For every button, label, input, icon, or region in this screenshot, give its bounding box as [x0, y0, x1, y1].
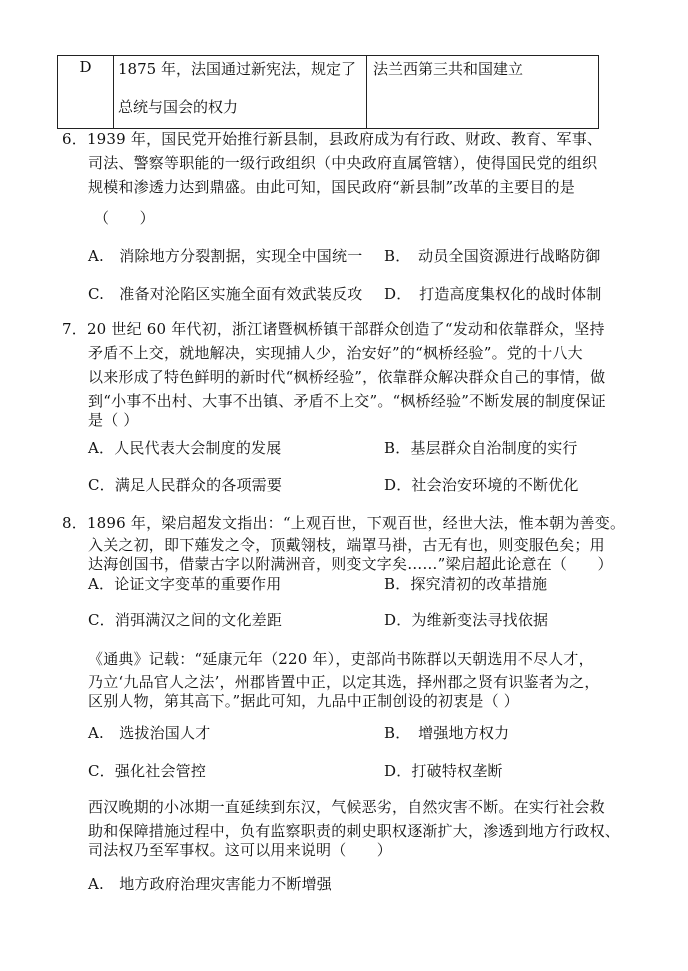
row-cause-line2: 总统与国会的权力 — [118, 98, 239, 116]
q9-option-b[interactable]: B． 增强地方权力 — [384, 724, 510, 742]
q8-line-3: 达海创国书，借蒙古字以附满洲音，则变文字矣……”梁启超此论意在（ ） — [88, 555, 613, 573]
table-row — [58, 56, 599, 129]
q9-option-a[interactable]: A. 选拔治国人才 — [88, 724, 211, 742]
q10-line-3: 司法权乃至军事权。这可以用来说明（ ） — [88, 841, 393, 859]
q9-line-3: 区别人物，第其高下。”据此可知，九品中正制创设的初衷是（ ） — [88, 692, 519, 710]
q10-line-1: 西汉晚期的小冰期一直延续到东汉，气候恶劣，自然灾害不断。在实行社会救 — [88, 798, 605, 816]
q6-option-d[interactable]: D． 打造高度集权化的战时体制 — [384, 285, 602, 303]
q6-line-2: 司法、警察等职能的一级行政组织（中央政府直属管辖），使得国民党的组织 — [88, 154, 598, 172]
q8-option-d[interactable]: D．为维新变法寻找依据 — [384, 611, 549, 629]
q8-option-a[interactable]: A．论证文字变革的重要作用 — [88, 575, 282, 593]
q8-option-b[interactable]: B．探究清初的改革措施 — [384, 575, 548, 593]
q6-option-c[interactable]: C. 准备对沦陷区实施全面有效武装反攻 — [88, 285, 363, 303]
q10-line-2: 助和保障措施过程中，负有监察职责的刺史职权逐渐扩大，渗透到地方行政权、 — [88, 822, 621, 840]
q7-line-5: 是（ ） — [88, 411, 139, 429]
q9-option-c[interactable]: C．强化社会管控 — [88, 762, 207, 780]
q7-option-b[interactable]: B．基层群众自治制度的实行 — [384, 439, 578, 457]
q6-line-4: （ ） — [94, 209, 155, 227]
row-cause — [114, 56, 367, 129]
q9-option-d[interactable]: D．打破特权垄断 — [384, 762, 503, 780]
q7-option-c[interactable]: C．满足人民群众的各项需要 — [88, 476, 283, 494]
row-result: 法兰西第三共和国建立 — [367, 56, 599, 129]
q6-option-b[interactable]: B． 动员全国资源进行战略防御 — [384, 247, 601, 265]
q8-line-2: 入关之初，即下薙发之令，顶戴翎枝，端罩马褂，古无有也，则变服色矣；用 — [88, 536, 605, 554]
q7-option-d[interactable]: D．社会治安环境的不断优化 — [384, 476, 579, 494]
q9-line-2: 乃立‘九品官人之法’，州郡皆置中正，以定其选，择州郡之贤有识鉴者为之， — [88, 673, 600, 691]
q8-line-1: 8．1896 年，梁启超发文指出：“上观百世，下观百世，经世大法，惟本朝为善变。 — [62, 514, 626, 532]
answer-table — [57, 55, 599, 129]
q6-line-1: 6．1939 年，国民党开始推行新县制，县政府成为有行政、财政、教育、军事、 — [62, 130, 603, 148]
q10-option-a[interactable]: A. 地方政府治理灾害能力不断增强 — [88, 875, 333, 893]
q9-line-1: 《通典》记载：“延康元年（220 年），吏部尚书陈群以天朝选用不尽人才， — [88, 650, 594, 668]
row-label: D — [58, 56, 114, 129]
q6-option-a[interactable]: A. 消除地方分裂割据，实现全中国统一 — [88, 247, 363, 265]
q6-line-3: 规模和渗透力达到鼎盛。由此可知，国民政府“新县制”改革的主要目的是 — [88, 178, 575, 196]
q7-line-2: 矛盾不上交，就地解决，实现捕人少，治安好”的“枫桥经验”。党的十八大 — [88, 344, 583, 362]
q7-line-4: 到“小事不出村、大事不出镇、矛盾不上交”。“枫桥经验”不断发展的制度保证 — [88, 392, 606, 410]
q7-option-a[interactable]: A．人民代表大会制度的发展 — [88, 439, 282, 457]
q8-option-c[interactable]: C．消弭满汉之间的文化差距 — [88, 611, 283, 629]
q7-line-3: 以来形成了特色鲜明的新时代“枫桥经验”，依靠群众解决群众自己的事情，做 — [88, 368, 606, 386]
row-cause-line1: 1875 年，法国通过新宪法，规定了 — [118, 60, 356, 78]
q7-line-1: 7．20 世纪 60 年代初，浙江诸暨枫桥镇干部群众创造了“发动和依靠群众，坚持 — [62, 320, 605, 338]
